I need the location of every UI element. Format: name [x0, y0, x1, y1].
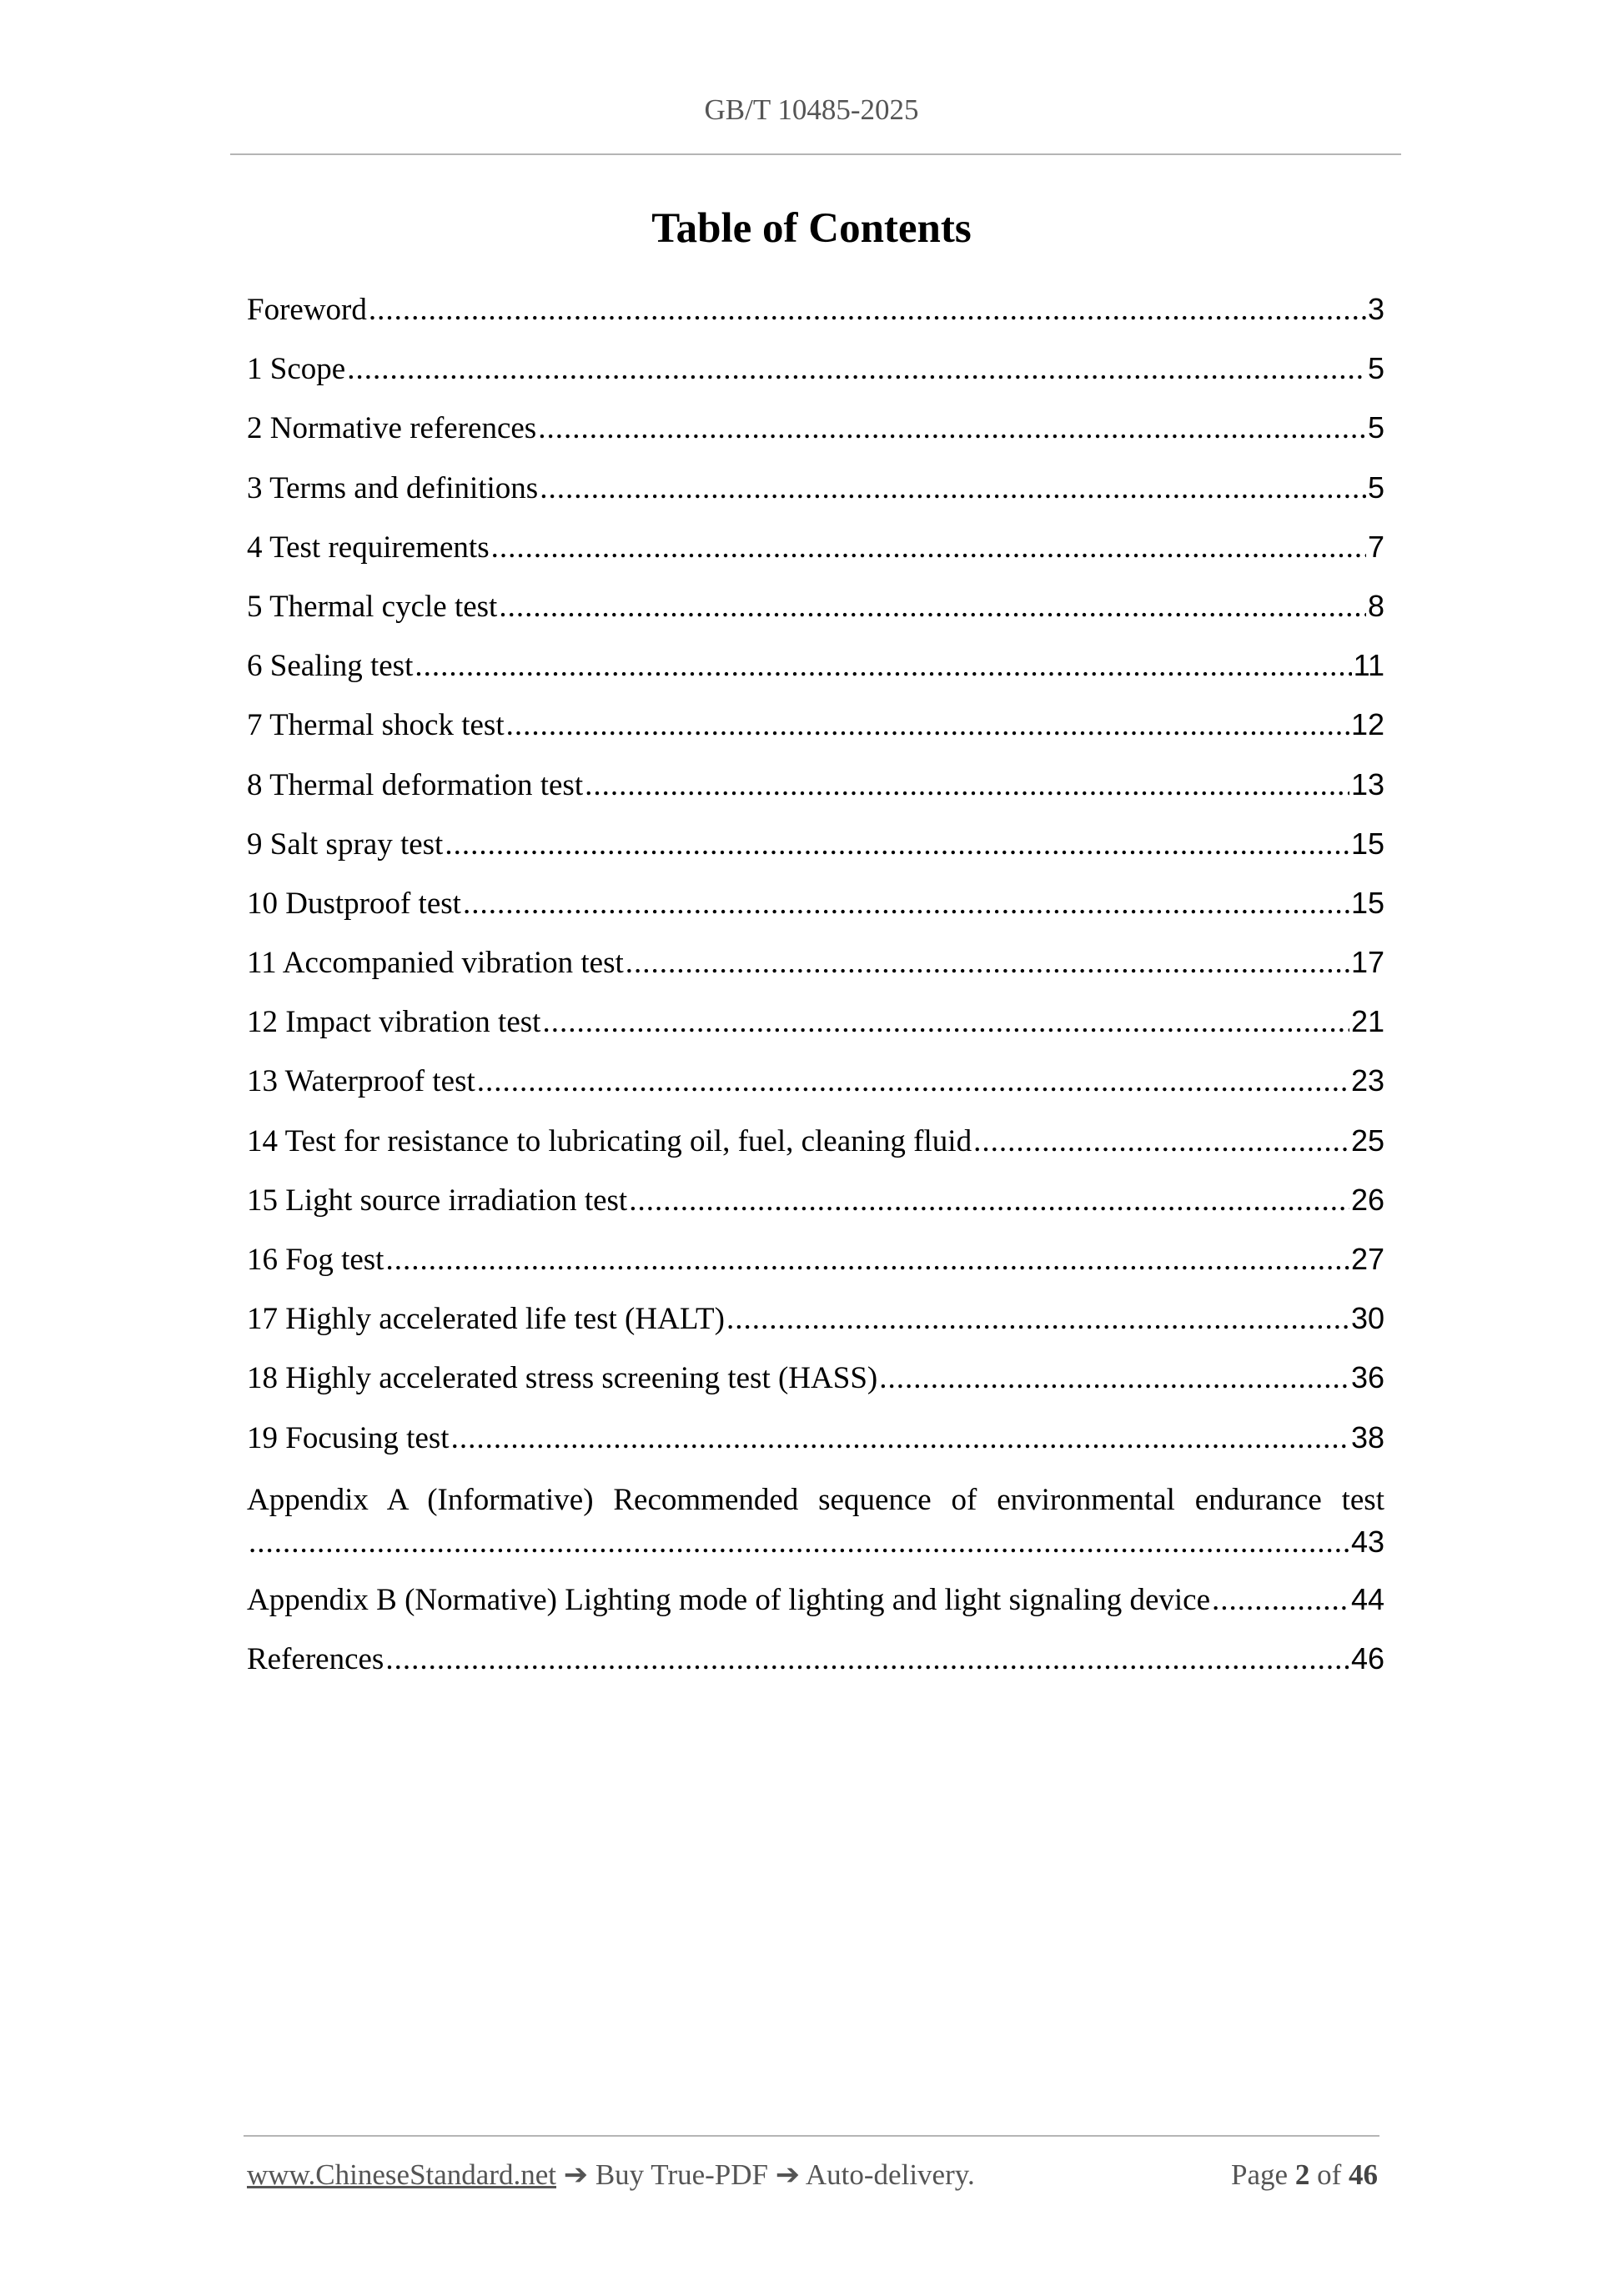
- of-word: of: [1317, 2158, 1342, 2191]
- toc-entry-label: 10 Dustproof test: [247, 886, 461, 921]
- toc-entry-label: 12 Impact vibration test: [247, 1005, 541, 1040]
- toc-entry-fog-test[interactable]: [247, 1242, 1384, 1301]
- toc-entry-page: 38: [1350, 1419, 1384, 1454]
- document-code-header: GB/T 10485-2025: [704, 93, 919, 126]
- toc-leader-dots: [249, 1522, 1349, 1564]
- toc-entry-thermal-deformation-test[interactable]: [247, 767, 1384, 826]
- toc-entry-focusing-test[interactable]: [247, 1420, 1384, 1480]
- toc-entry-page: 43: [1350, 1524, 1384, 1559]
- toc-entry-page: 15: [1350, 826, 1384, 861]
- toc-entry-halt[interactable]: [247, 1301, 1384, 1360]
- toc-entry-label: References: [247, 1641, 384, 1676]
- toc-entry-label: 5 Thermal cycle test: [247, 589, 498, 624]
- toc-entry-page: 11: [1353, 648, 1384, 683]
- toc-leader-dots: [491, 530, 1366, 565]
- toc-entry-page: 5: [1367, 351, 1384, 386]
- toc-entry-label: 7 Thermal shock test: [247, 708, 505, 743]
- toc-entry-thermal-shock-test[interactable]: [247, 707, 1384, 766]
- toc-leader-dots: [499, 589, 1366, 625]
- toc-leader-dots: [506, 707, 1349, 743]
- page-footer: [247, 2158, 1378, 2192]
- toc-entry-page: 5: [1367, 410, 1384, 445]
- toc-leader-dots: [451, 1420, 1349, 1456]
- toc-entry-sealing-test[interactable]: [247, 648, 1384, 707]
- toc-entry-page: 25: [1350, 1123, 1384, 1158]
- toc-entry-page: 8: [1367, 588, 1384, 623]
- toc-entry-impact-vibration-test[interactable]: [247, 1004, 1384, 1063]
- toc-entry-lubricating-oil-resistance-test[interactable]: [247, 1123, 1384, 1183]
- toc-leader-dots: [626, 945, 1349, 981]
- current-page: 2: [1294, 2158, 1310, 2191]
- toc-entry-label: 11 Accompanied vibration test: [247, 946, 624, 981]
- toc-entry-salt-spray-test[interactable]: [247, 826, 1384, 886]
- page-number: [1231, 2158, 1378, 2192]
- toc-leader-dots: [629, 1183, 1349, 1218]
- toc-entry-page: 23: [1350, 1063, 1384, 1098]
- toc-leader-dots: [879, 1360, 1349, 1396]
- toc-leader-dots: [369, 292, 1366, 328]
- toc-leader-dots: [726, 1301, 1349, 1337]
- toc-leader-dots: [540, 470, 1366, 506]
- toc-leader-dots: [973, 1123, 1349, 1159]
- toc-entry-page: 27: [1350, 1242, 1384, 1276]
- toc-entry-page: 7: [1367, 529, 1384, 564]
- toc-leader-dots: [463, 886, 1349, 922]
- toc-entry-page: 44: [1350, 1581, 1384, 1616]
- toc-entry-light-source-irradiation-test[interactable]: [247, 1183, 1384, 1242]
- toc-entry-label: 6 Sealing test: [247, 649, 414, 684]
- toc-title: Table of Contents: [651, 205, 972, 252]
- site-link[interactable]: www.ChineseStandard.net: [247, 2158, 556, 2191]
- toc-entry-hass[interactable]: [247, 1360, 1384, 1419]
- toc-entry-foreword[interactable]: [247, 292, 1384, 351]
- footer-divider: [244, 2135, 1379, 2137]
- toc-entry-page: 26: [1350, 1182, 1384, 1217]
- arrow-right-icon: ➔: [775, 2158, 801, 2191]
- toc-entry-label: Appendix A (Informative) Recommended sequence of environmental endurance test: [247, 1482, 1384, 1517]
- toc-entry-label: 2 Normative references: [247, 411, 537, 446]
- toc-entry-references[interactable]: [247, 1641, 1384, 1701]
- toc-leader-dots: [477, 1063, 1349, 1099]
- toc-entry-label: 9 Salt spray test: [247, 826, 444, 862]
- toc-entry-page: 12: [1350, 707, 1384, 742]
- toc-entry-page: 17: [1350, 945, 1384, 980]
- toc-leader-dots: [415, 648, 1351, 684]
- toc-leader-dots: [542, 1004, 1349, 1040]
- toc-entry-page: 5: [1367, 470, 1384, 505]
- toc-leader-dots: [347, 351, 1366, 387]
- toc-entry-thermal-cycle-test[interactable]: [247, 589, 1384, 648]
- toc-entry-page: 15: [1350, 885, 1384, 920]
- toc-entry-label: 1 Scope: [247, 352, 346, 387]
- toc-entry-dustproof-test[interactable]: [247, 886, 1384, 945]
- arrow-right-icon: ➔: [563, 2158, 589, 2191]
- toc-entry-label: Foreword: [247, 293, 367, 327]
- toc-entry-page: 46: [1350, 1640, 1384, 1676]
- toc-entry-accompanied-vibration-test[interactable]: [247, 945, 1384, 1004]
- toc-entry-label: 8 Thermal deformation test: [247, 767, 584, 802]
- toc-entry-label: Appendix B (Normative) Lighting mode of lighting and light signaling device: [247, 1582, 1211, 1617]
- toc-leader-dots: [385, 1641, 1349, 1677]
- toc-entry-label: 13 Waterproof test: [247, 1064, 475, 1099]
- table-of-contents: [247, 292, 1384, 1701]
- header-divider: [230, 153, 1401, 155]
- toc-leader-dots: [538, 410, 1366, 446]
- toc-entry-terms-and-definitions[interactable]: [247, 470, 1384, 530]
- buy-true-pdf-text: Buy True-PDF: [595, 2158, 768, 2191]
- toc-entry-label: 19 Focusing test: [247, 1420, 450, 1455]
- auto-delivery-text: Auto-delivery.: [805, 2158, 975, 2191]
- toc-entry-appendix-b[interactable]: [247, 1582, 1384, 1641]
- toc-entry-appendix-a[interactable]: [247, 1480, 1384, 1582]
- toc-leader-dots: [385, 1242, 1349, 1278]
- footer-promo: [247, 2158, 975, 2192]
- toc-entry-label: 4 Test requirements: [247, 530, 490, 565]
- toc-entry-label: 18 Highly accelerated stress screening test (HASS): [247, 1361, 878, 1396]
- toc-entry-page: 13: [1350, 766, 1384, 801]
- toc-entry-label: 15 Light source irradiation test: [247, 1183, 628, 1218]
- toc-leader-dots: [445, 826, 1349, 862]
- toc-entry-waterproof-test[interactable]: [247, 1063, 1384, 1123]
- toc-entry-label: 14 Test for resistance to lubricating oil, fuel, cleaning fluid: [247, 1123, 972, 1158]
- toc-entry-label: 3 Terms and definitions: [247, 470, 539, 505]
- toc-entry-label: 17 Highly accelerated life test (HALT): [247, 1302, 725, 1337]
- toc-entry-page: 30: [1350, 1301, 1384, 1336]
- toc-entry-scope[interactable]: [247, 351, 1384, 410]
- toc-entry-leader-line: [247, 1521, 1384, 1564]
- page-word: Page: [1231, 2158, 1289, 2191]
- toc-entry-normative-references[interactable]: [247, 410, 1384, 470]
- toc-entry-test-requirements[interactable]: [247, 530, 1384, 589]
- toc-entry-page: 36: [1350, 1360, 1384, 1395]
- toc-entry-label: 16 Fog test: [247, 1243, 384, 1277]
- toc-entry-page: 3: [1367, 292, 1384, 326]
- toc-leader-dots: [585, 767, 1349, 803]
- total-pages: 46: [1349, 2158, 1378, 2191]
- toc-leader-dots: [1212, 1582, 1349, 1618]
- toc-entry-page: 21: [1350, 1004, 1384, 1039]
